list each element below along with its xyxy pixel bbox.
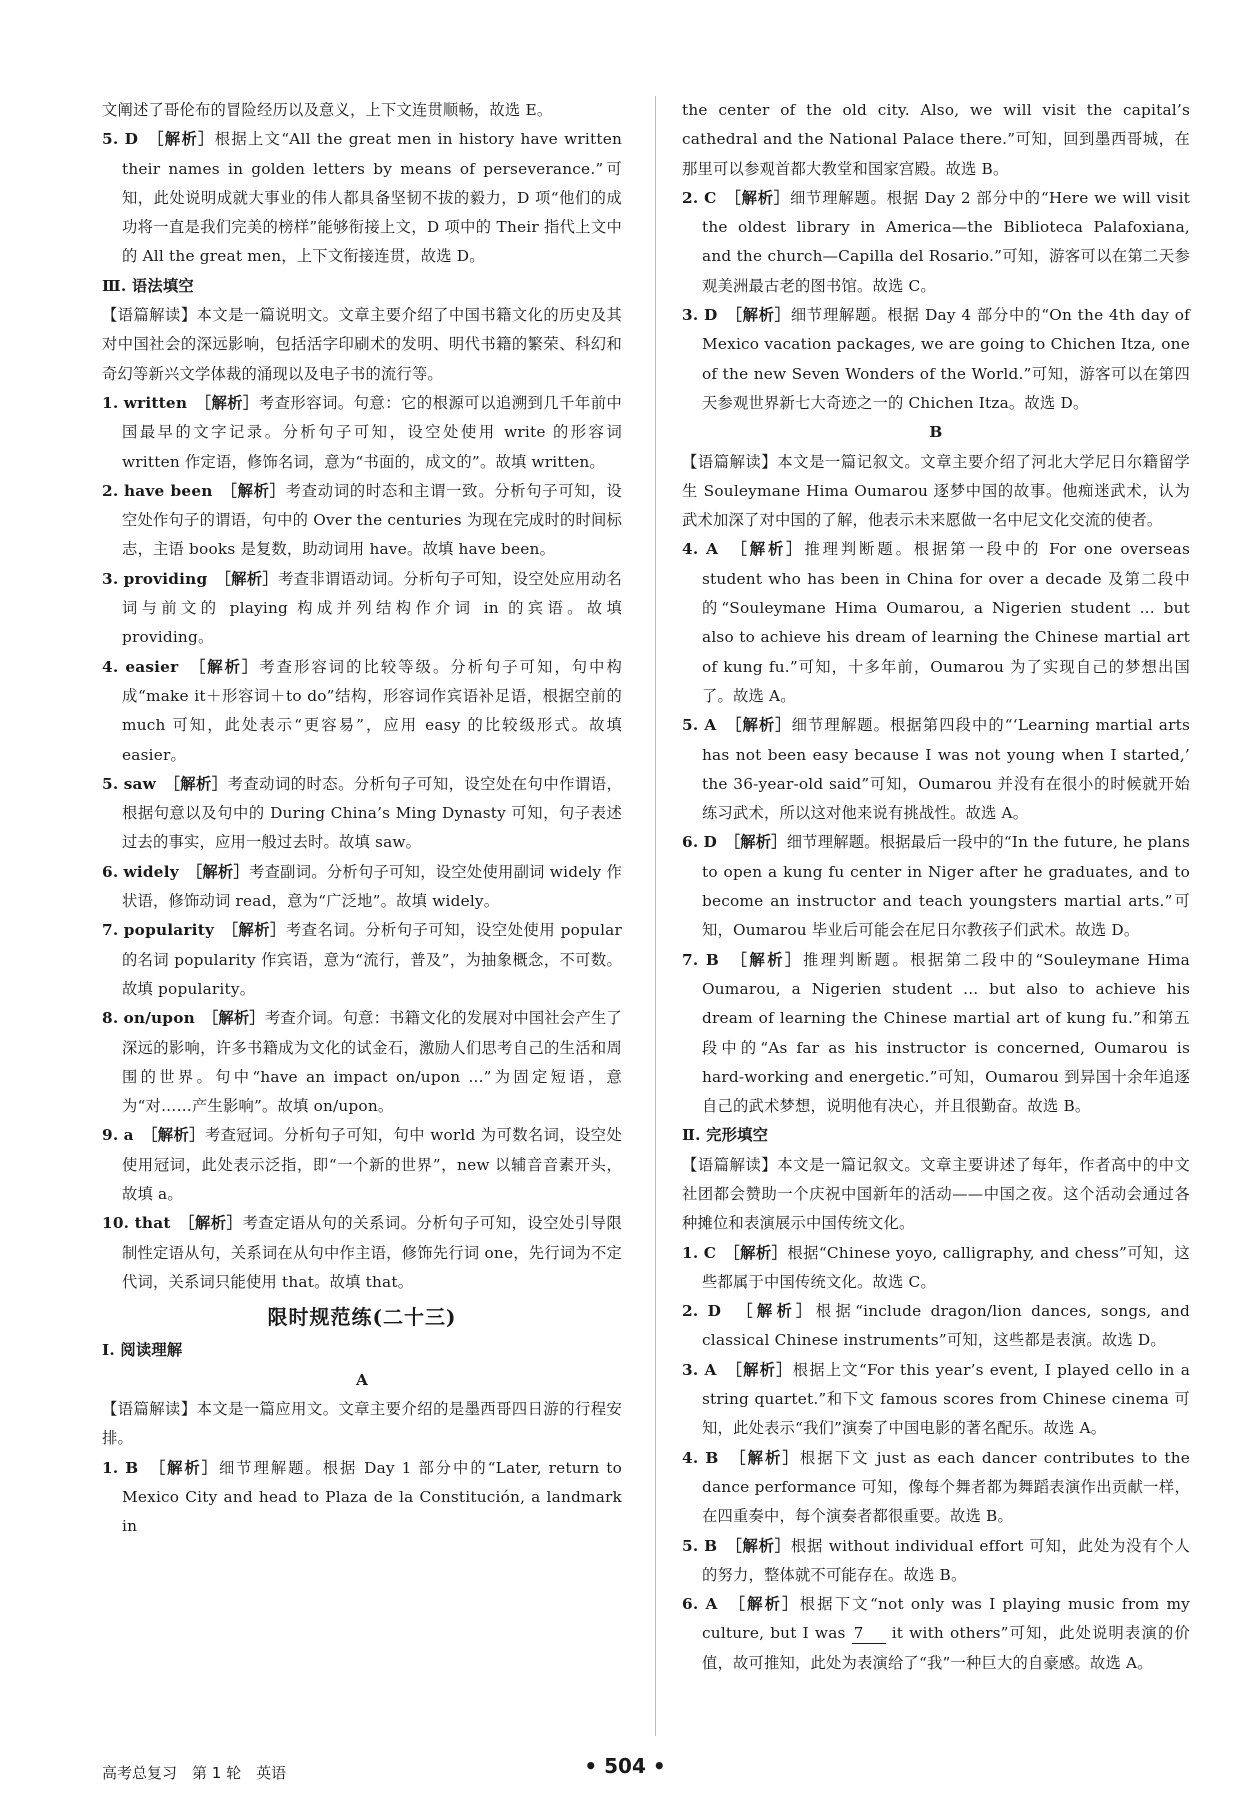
item-answer: that xyxy=(134,1214,171,1233)
analysis-tag: ［解析］ xyxy=(737,1448,800,1467)
item-answer: popularity xyxy=(123,921,215,940)
item-answer: C xyxy=(703,1243,717,1262)
answer-item xyxy=(102,653,622,770)
item-text: 根据下文“not only was I playing music from my culture, but I was xyxy=(702,1595,1191,1643)
item-text: it with others”可知，此处说明表演的价值，故可推知，此处为表演给了“我”一种巨大的自豪感。故选 A。 xyxy=(702,1624,1190,1672)
analysis-tag: ［解析］ xyxy=(186,1214,243,1233)
answer-item xyxy=(102,770,622,858)
answer-item xyxy=(682,184,1190,301)
item-text: 考查介词。句意：书籍文化的发展对中国社会产生了深远的影响，许多书籍成为文化的试金石，激励人们思考自己的生活和周围的世界。句中“have an impact on/upon ...”为固定短语，意为“对……产生影响”。故填 on/upon。 xyxy=(122,1009,622,1116)
item-answer: A xyxy=(706,540,719,559)
item-number: 6. xyxy=(102,862,119,881)
item-text: 考查形容词。句意：它的根源可以追溯到几千年前中国最早的文字记录。分析句子可知，设空处使用 write 的形容词 written 作定语，修饰名词，意为“书面的，成文的”。故填 written。 xyxy=(122,393,622,471)
item-text: 考查副词。分析句子可知，设空处使用副词 widely 作状语，修饰动词 read，意为“广泛地”。故填 widely。 xyxy=(122,862,622,911)
answer-item xyxy=(682,946,1190,1122)
item-number: 4. xyxy=(102,657,119,676)
book-footer: 高考总复习 第 1 轮 英语 xyxy=(102,1764,287,1782)
item-text: 根据“Chinese yoyo, calligraphy, and chess”可知，这些都属于中国传统文化。故选 C。 xyxy=(702,1243,1190,1291)
analysis-tag: ［解析］ xyxy=(230,921,286,940)
item-answer: B xyxy=(704,1536,718,1555)
analysis-tag: ［解析］ xyxy=(733,716,792,735)
answer-item xyxy=(102,477,622,565)
item-answer: D xyxy=(124,130,139,149)
item-number: 1. xyxy=(102,393,119,412)
item-text: 根据“include dragon/lion dances, songs, and classical Chinese instruments”可知，这些都是表演。故选 D。 xyxy=(702,1302,1191,1350)
item-text: 细节理解题。根据最后一段中的“In the future, he plans to open a kung fu center in Niger after he graduates, and to become an instructor and teach youngsters martial arts.”可知，Oumarou 毕业后可能会在尼日尔教孩子们武术。故选 D。 xyxy=(702,833,1191,940)
paragraph: 【语篇解读】本文是一篇记叙文。文章主要讲述了每年，作者高中的中文社团都会赞助一个庆祝中国新年的活动——中国之夜。这个活动会通过各种摊位和表演展示中国传统文化。 xyxy=(682,1155,1190,1233)
answer-item xyxy=(682,301,1190,418)
item-number: 7. xyxy=(102,921,119,940)
passage-label: A xyxy=(355,1370,369,1389)
item-text: 细节理解题。根据第四段中的“‘Learning martial arts has not been easy because I was not young when I started,’ the 36-year-old said”可知，Oumarou 并没有在很小的时候就开始练习武术，所以这对他来说有挑战性。故选 A。 xyxy=(702,716,1191,823)
item-answer: on/upon xyxy=(123,1009,195,1028)
section-heading: Ⅱ. 完形填空 xyxy=(682,1126,769,1145)
item-text: 考查冠词。分析句子可知，句中 world 为可数名词，设空处使用冠词，此处表示泛指，即“一个新的世界”，new 以辅音音素开头，故填 a。 xyxy=(122,1126,623,1203)
item-number: 2. xyxy=(682,1302,699,1321)
item-number: 3. xyxy=(102,569,119,588)
paragraph: 【语篇解读】本文是一篇应用文。文章主要介绍的是墨西哥四日游的行程安排。 xyxy=(102,1400,622,1448)
item-text: 推理判断题。根据第二段中的“Souleymane Hima Oumarou, a Nigerien student ... but also to achieve his dream of learning the Chinese martial art of kung fu.”和第五段中的“As far as his instructor is concerned, Oumarou is hard-working and energetic.”可知，Oumarou 到异国十余年追逐自己的武术梦想，说明他有决心，并且很勤奋。故选 B。 xyxy=(702,950,1191,1116)
item-text: 推理判断题。根据第一段中的 For one overseas student who has been in China for over a decade 及第二段中的“Souleymane Hima Oumarou, a Nigerien student ... but also to achieve his dream of learning the Chinese martial art of kung fu.”可知，十多年前，Oumarou 为了实现自己的梦想出国了。故选 A。 xyxy=(702,540,1191,705)
item-answer: B xyxy=(705,1448,719,1467)
item-answer: providing xyxy=(123,569,208,588)
item-text: 考查形容词的比较等级。分析句子可知，句中构成“make it＋形容词＋to do”结构，形容词作宾语补足语，根据空前的 much 可知，此处表示“更容易”，应用 easy 的比较级形式。故填 easier。 xyxy=(122,657,623,764)
item-answer: a xyxy=(123,1126,134,1145)
answer-item xyxy=(682,1356,1190,1444)
item-number: 6. xyxy=(682,833,699,852)
item-text: 细节理解题。根据 Day 1 部分中的“Later, return to Mexico City and head to Plaza de la Constitución, a landmark in xyxy=(122,1458,622,1536)
answer-item xyxy=(682,711,1190,828)
answer-item xyxy=(682,1590,1190,1678)
answer-item xyxy=(102,1121,622,1209)
item-text: 根据上文“All the great men in history have written their names in golden letters by means of perseverance.”可知，此处说明成就大事业的伟人都具备坚韧不拔的毅力，D 项“他们的成功将一直是我们完美的榜样”能够衔接上文，D 项中的 Their 指代上文中的 All the great men，上下文衔接连贯，故选 D。 xyxy=(122,130,623,266)
item-number: 7. xyxy=(682,950,699,969)
answer-item xyxy=(682,1444,1190,1532)
item-answer: saw xyxy=(123,774,157,793)
item-number: 5. xyxy=(102,774,119,793)
analysis-tag: ［解析］ xyxy=(172,774,228,793)
analysis-tag: ［解析］ xyxy=(732,1243,788,1262)
item-answer: B xyxy=(125,1458,139,1477)
answer-item xyxy=(102,389,622,477)
item-answer: widely xyxy=(123,862,179,881)
item-answer: B xyxy=(705,950,719,969)
item-number: 4. xyxy=(682,1448,699,1467)
item-text: 细节理解题。根据 Day 4 部分中的“On the 4th day of Mexico vacation packages, we are going to Chichen Itza, one of the new Seven Wonders of the World.”可知，游客可以在第四天参观世界新七大奇迹之一的 Chichen Itza。故选 D。 xyxy=(702,306,1190,412)
item-text: 考查定语从句的关系词。分析句子可知，设空处引导限制性定语从句，关系词在从句中作主语，修饰先行词 one，先行词为不定代词，关系词只能使用 that。故填 that。 xyxy=(122,1214,623,1291)
item-answer: A xyxy=(704,1360,717,1379)
analysis-tag: ［解析］ xyxy=(734,306,791,325)
item-text: 根据 without individual effort 可知，此处为没有个人的努力，整体就不可能存在。故选 B。 xyxy=(702,1536,1191,1584)
answer-item xyxy=(102,1004,622,1121)
answer-item xyxy=(682,1239,1190,1298)
item-answer: written xyxy=(123,393,188,412)
item-text: 考查非谓语动词。分析句子可知，设空处应用动名词与前文的 playing 构成并列结构作介词 in 的宾语。故填 providing。 xyxy=(122,569,623,647)
item-number: 5. xyxy=(682,1536,699,1555)
answer-item xyxy=(102,565,622,653)
answer-item xyxy=(102,858,622,917)
answer-item xyxy=(682,535,1190,711)
analysis-tag: ［解析］ xyxy=(737,1595,800,1614)
exercise-title: 限时规范练(二十三) xyxy=(267,1305,457,1330)
section-heading: Ⅰ. 阅读理解 xyxy=(102,1341,183,1360)
item-number: 5. xyxy=(102,130,119,149)
column-divider xyxy=(655,96,656,1736)
analysis-tag: ［解析］ xyxy=(739,950,803,969)
item-number: 2. xyxy=(682,188,699,207)
analysis-tag: ［解析］ xyxy=(739,540,805,559)
item-number: 5. xyxy=(682,716,699,735)
item-answer: have been xyxy=(123,481,213,500)
item-number: 3. xyxy=(682,306,699,325)
analysis-tag: ［解析］ xyxy=(197,657,260,676)
analysis-tag: ［解析］ xyxy=(744,1302,816,1321)
analysis-tag: ［解析］ xyxy=(157,1458,219,1477)
right-column xyxy=(682,96,1190,1678)
item-number: 4. xyxy=(682,540,699,559)
passage-label: B xyxy=(929,423,943,442)
analysis-tag: ［解析］ xyxy=(734,1360,793,1379)
answer-item xyxy=(102,1454,622,1542)
analysis-tag: ［解析］ xyxy=(149,1126,205,1145)
analysis-tag: ［解析］ xyxy=(210,1009,265,1028)
item-number: 8. xyxy=(102,1009,119,1028)
answer-item xyxy=(102,1209,622,1297)
answer-item xyxy=(682,828,1190,945)
analysis-tag: ［解析］ xyxy=(733,1536,791,1555)
blank-number: 7 xyxy=(852,1623,886,1644)
item-answer: A xyxy=(705,1595,718,1614)
answer-item xyxy=(102,125,622,271)
analysis-tag: ［解析］ xyxy=(732,833,787,852)
item-answer: A xyxy=(704,716,717,735)
analysis-tag: ［解析］ xyxy=(194,862,250,881)
answer-item xyxy=(102,916,622,1004)
item-text: 考查名词。分析句子可知，设空处使用 popular 的名词 popularity 作宾语，意为“流行，普及”，为抽象概念，不可数。故填 popularity。 xyxy=(122,921,622,998)
analysis-tag: ［解析］ xyxy=(229,481,286,500)
item-text: 细节理解题。根据 Day 2 部分中的“Here we will visit the oldest library in America—the Biblioteca Palafoxiana, and the church—Capilla del Rosario.”可知，游客可以在第二天参观美洲最古老的图书馆。故选 C。 xyxy=(702,188,1191,295)
paragraph: 【语篇解读】本文是一篇记叙文。文章主要介绍了河北大学尼日尔籍留学生 Souleymane Hima Oumarou 逐梦中国的故事。他痴迷武术，认为武术加深了对中国的了解，他表示未来愿做一名中尼文化交流的使者。 xyxy=(682,452,1190,530)
answer-item xyxy=(682,1532,1190,1591)
paragraph: the center of the old city. Also, we will visit the capital’s cathedral and the National Palace there.”可知，回到墨西哥城，在那里可以参观首都大教堂和国家宫殿。故选 B。 xyxy=(682,101,1190,178)
item-number: 2. xyxy=(102,481,119,500)
section-heading: Ⅲ. 语法填空 xyxy=(102,276,194,295)
left-column xyxy=(102,96,622,1542)
item-number: 10. xyxy=(102,1214,130,1233)
item-text: 根据上文“For this year’s event, I played cello in a string quartet.”和下文 famous scores from Chinese cinema 可知，此处表示“我们”演奏了中国电影的著名配乐。故选 A。 xyxy=(702,1360,1191,1438)
item-number: 6. xyxy=(682,1595,699,1614)
item-number: 1. xyxy=(102,1458,119,1477)
item-answer: D xyxy=(703,833,717,852)
page-number: • 504 • xyxy=(584,1754,666,1778)
item-answer: C xyxy=(704,188,717,207)
item-text: 根据下文 just as each dancer contributes to the dance performance 可知，像每个舞者都为舞蹈表演作出贡献一样，在四重奏中，每个演奏者都很重要。故选 B。 xyxy=(702,1448,1190,1526)
analysis-tag: ［解析］ xyxy=(733,188,790,207)
answer-item xyxy=(682,1297,1190,1356)
analysis-tag: ［解析］ xyxy=(155,130,215,149)
item-answer: D xyxy=(704,306,718,325)
analysis-tag: ［解析］ xyxy=(223,569,279,588)
item-number: 1. xyxy=(682,1243,699,1262)
item-answer: D xyxy=(707,1302,722,1321)
paragraph: 【语篇解读】本文是一篇说明文。文章主要介绍了中国书籍文化的历史及其对中国社会的深远影响，包括活字印刷术的发明、明代书籍的繁荣、科幻和奇幻等新兴文学体裁的涌现以及电子书的流行等。 xyxy=(102,306,622,383)
item-text: 考查动词的时态。分析句子可知，设空处在句中作谓语，根据句意以及句中的 During China’s Ming Dynasty 可知，句子表述过去的事实，应用一般过去时。故填 saw。 xyxy=(122,774,622,852)
item-text: 考查动词的时态和主谓一致。分析句子可知，设空处作句子的谓语，句中的 Over the centuries 为现在完成时的时间标志，主语 books 是复数，助动词用 have。故填 have been。 xyxy=(122,481,623,559)
item-number: 9. xyxy=(102,1126,119,1145)
paragraph: 文阐述了哥伦布的冒险经历以及意义，上下文连贯顺畅，故选 E。 xyxy=(102,101,553,119)
item-number: 3. xyxy=(682,1360,699,1379)
analysis-tag: ［解析］ xyxy=(203,393,259,412)
item-answer: easier xyxy=(125,657,179,676)
